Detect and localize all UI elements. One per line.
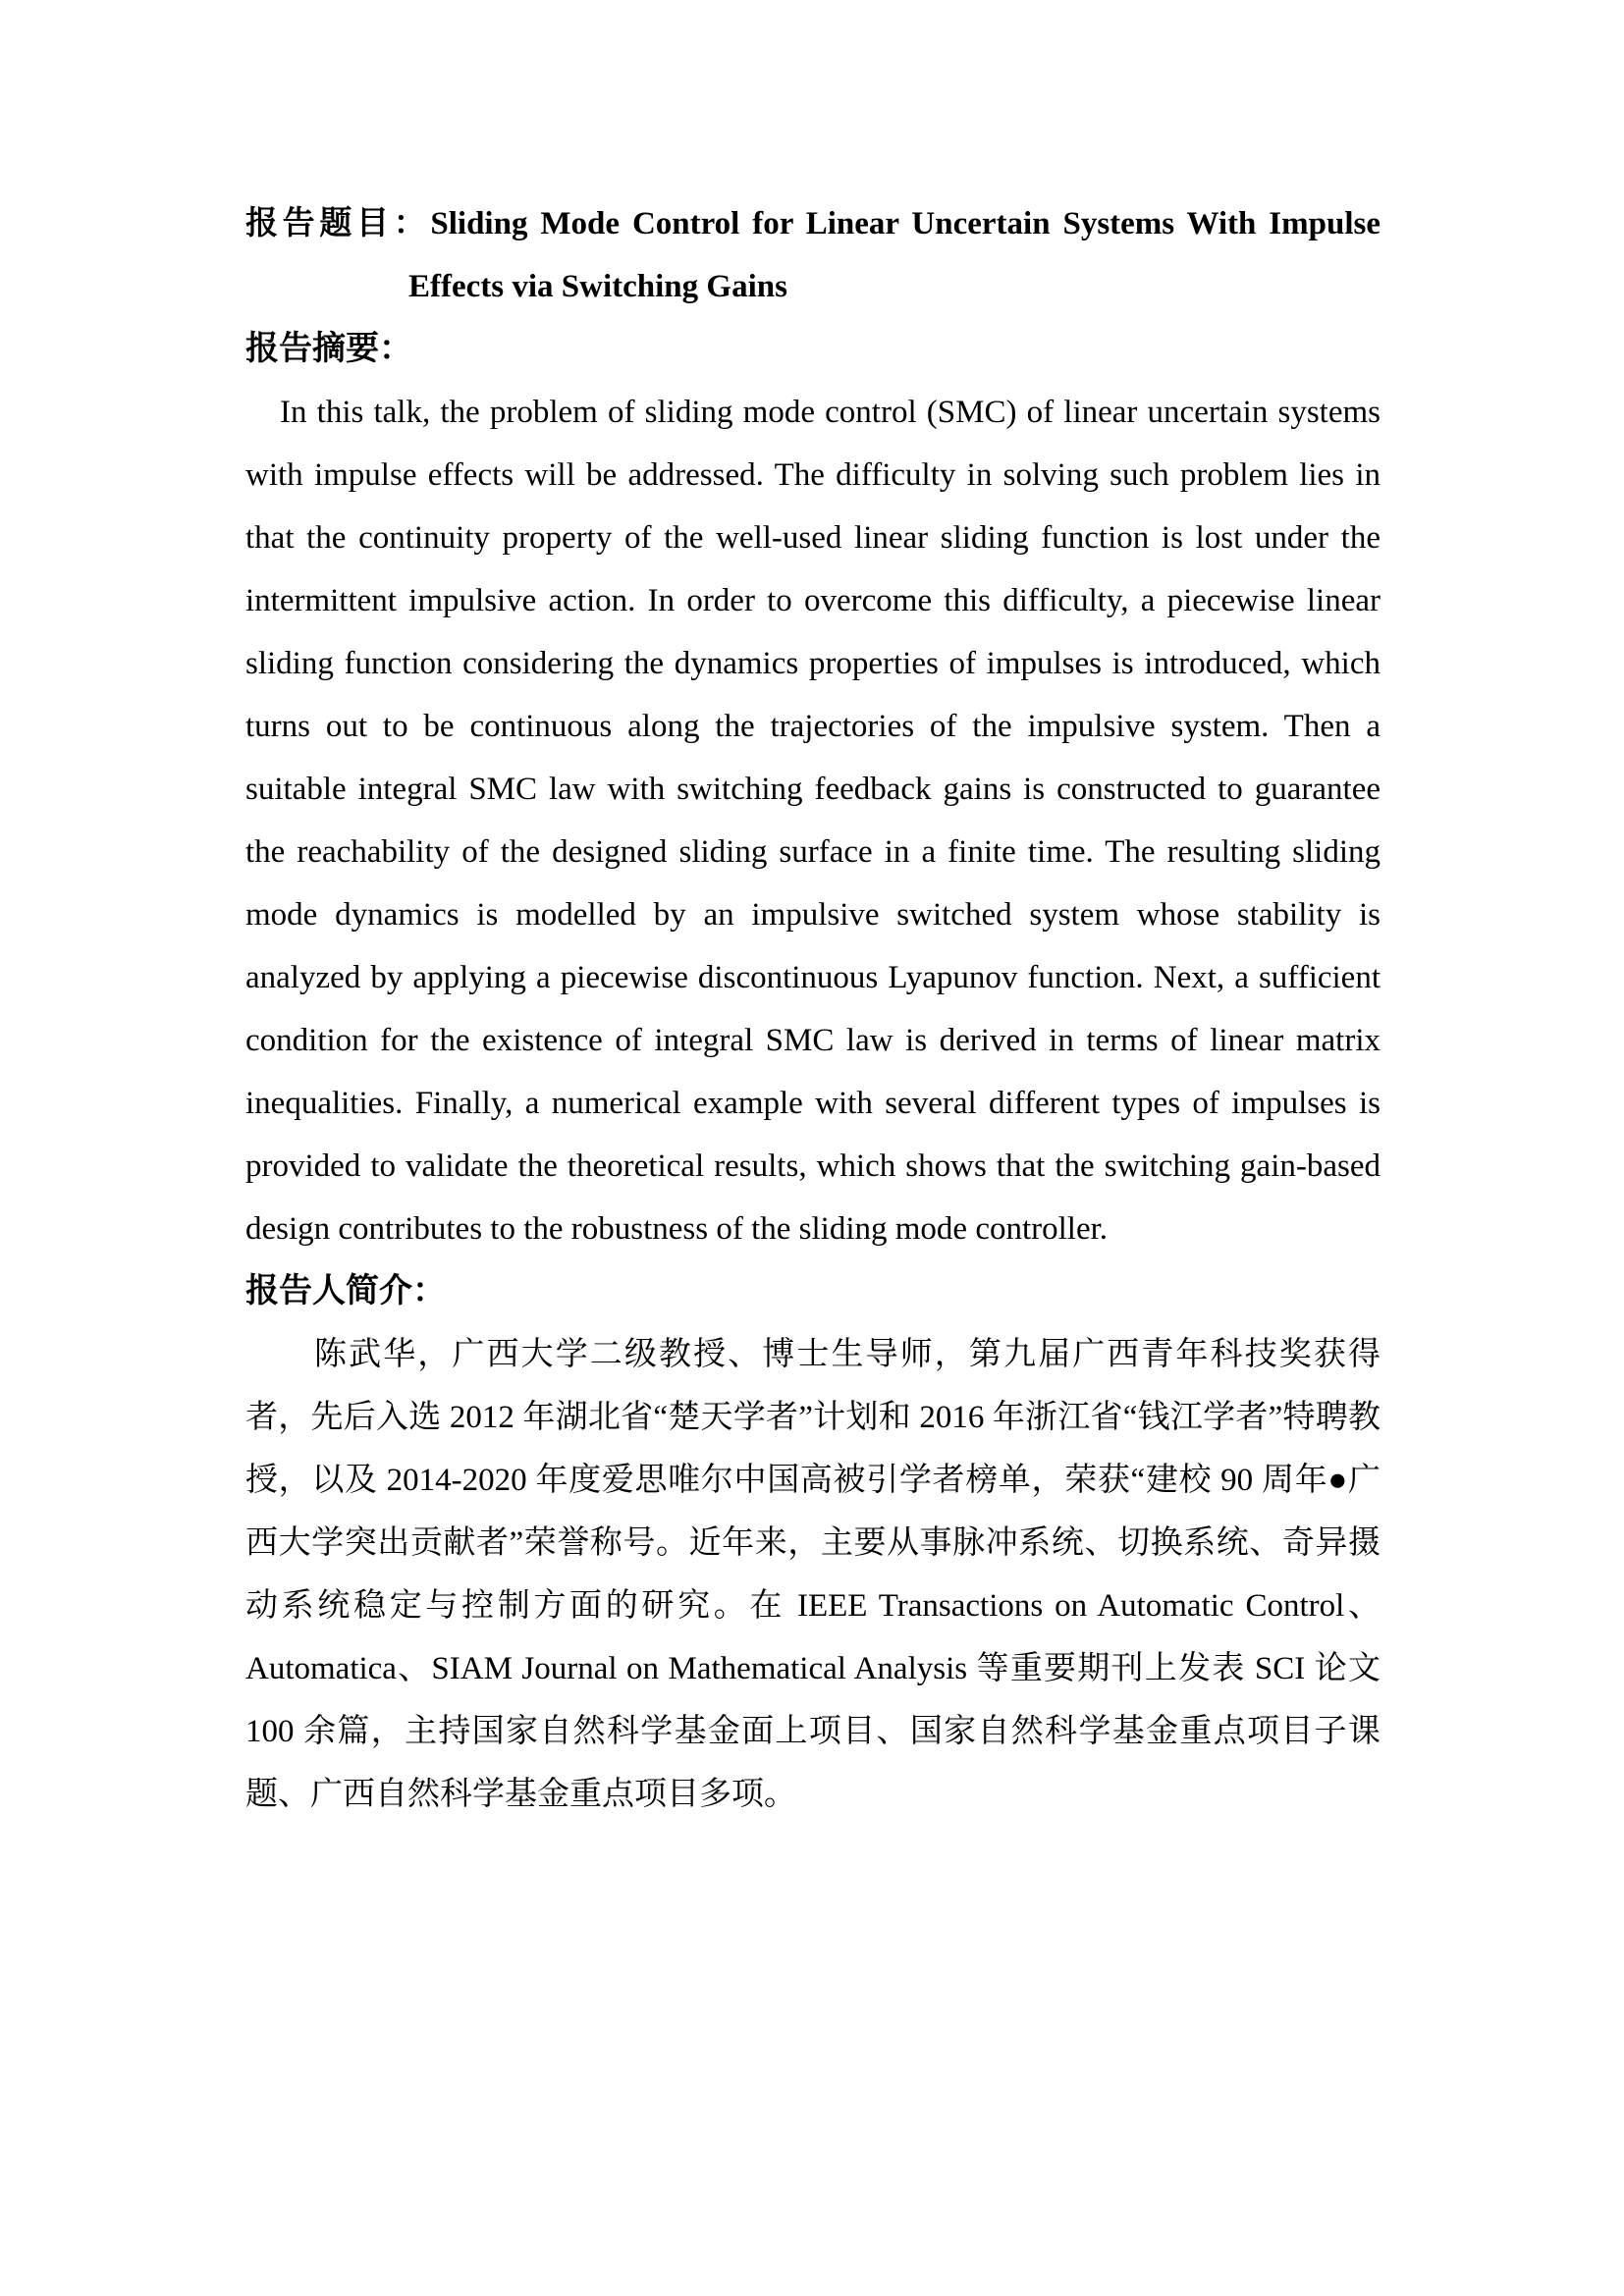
report-title-text: Sliding Mode Control for Linear Uncertain Systems With Impulse Effects via Switching Gains (408, 206, 1381, 304)
speaker-bio-heading: 报告人简介： (245, 1273, 446, 1309)
report-title-label: 报告题目： (245, 206, 431, 241)
abstract-paragraph: In this talk, the problem of sliding mode control (SMC) of linear uncertain systems with impulse effects will be addressed. The difficulty in solving such problem lies in that the continuity property of the well-used linear sliding function is lost under the intermittent impulsive action. In order to overcome this difficulty, a piecewise linear sliding function considering the dynamics properties of impulses is introduced, which turns out to be continuous along the trajectories of the impulsive system. Then a suitable integral SMC law with switching feedback gains is constructed to guarantee the reachability of the designed sliding surface in a finite time. The resulting sliding mode dynamics is modelled by an impulsive switched system whose stability is analyzed by applying a piecewise discontinuous Lyapunov function. Next, a sufficient condition for the existence of integral SMC law is derived in terms of linear matrix inequalities. Finally, a numerical example with several different types of impulses is provided to validate the theoretical results, which shows that the switching gain-based design contributes to the robustness of the sliding mode controller. (245, 395, 1380, 1247)
abstract-heading: 报告摘要： (245, 331, 412, 367)
report-title (245, 192, 1380, 318)
speaker-bio-paragraph: 陈武华，广西大学二级教授、博士生导师，第九届广西青年科技奖获得者，先后入选 2012 年湖北省“楚天学者”计划和 2016 年浙江省“钱江学者”特聘教授，以及 2014-2020 年度爱思唯尔中国高被引学者榜单，荣获“建校 90 周年●广西大学突出贡献者”荣誉称号。近年来，主要从事脉冲系统、切换系统、奇异摄动系统稳定与控制方面的研究。在 IEEE Transactions on Automatic Control、Automatica、SIAM Journal on Mathematical Analysis 等重要期刊上发表 SCI 论文 100 余篇，主持国家自然科学基金面上项目、国家自然科学基金重点项目子课题、广西自然科学基金重点项目多项。 (245, 1337, 1380, 1812)
